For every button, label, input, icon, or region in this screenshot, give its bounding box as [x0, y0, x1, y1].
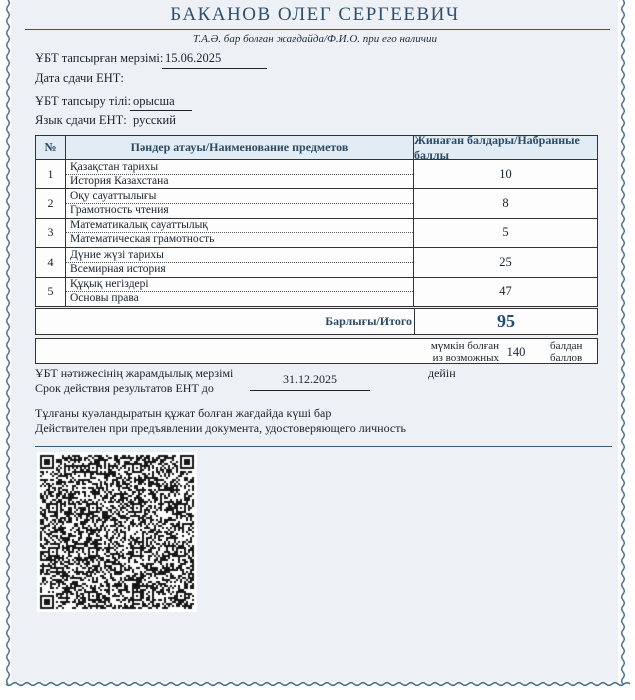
exam-language-value-ru: русский: [133, 113, 176, 127]
max-score-unit-ru: баллов: [550, 352, 583, 364]
total-label: Барлығы/Итого: [36, 309, 415, 334]
total-row: [35, 308, 598, 335]
validity-suffix-kk: дейін: [428, 366, 456, 380]
row-subject: [66, 189, 414, 217]
table-row: [36, 218, 597, 247]
holder-name: БАКАНОВ ОЛЕГ СЕРГЕЕВИЧ: [170, 4, 460, 25]
validity-label-ru: Срок действия результатов ЕНТ до: [35, 381, 214, 395]
wavy-border-left: [7, 0, 10, 684]
exam-language-value-kk: орысша: [133, 94, 175, 108]
qr-separator-line: [35, 446, 612, 447]
subject-ru: Всемирная история: [70, 262, 166, 275]
note-kk: Тұлғаны куәландыратын құжат болған жағдайда күші бар: [35, 406, 332, 420]
row-score: 25: [499, 254, 512, 269]
exam-date-label-ru: Дата сдачи ЕНТ:: [35, 71, 124, 85]
max-score-label-kk: мүмкін болған: [430, 340, 499, 352]
validity-underline: [250, 390, 370, 391]
subject-kk: Математикалық сауаттылық: [70, 219, 208, 232]
table-row: [36, 277, 597, 306]
exam-language-label-kk: ҰБТ тапсыру тілі:: [35, 94, 132, 108]
row-number: 3: [36, 219, 66, 247]
header-score: Жинаған балдары/Набранные баллы: [414, 132, 580, 162]
row-score: 10: [499, 166, 512, 181]
exam-date-value: 15.06.2025: [165, 51, 222, 65]
table-row: [36, 188, 597, 217]
max-score-row: [35, 338, 598, 364]
wavy-border-bottom: [6, 683, 630, 686]
exam-language-underline: [130, 110, 192, 111]
row-subject: [66, 248, 414, 276]
subject-kk: Дүние жүзі тарихы: [70, 248, 164, 261]
max-score-label-ru: из возможных: [432, 352, 499, 364]
subject-kk: Құқық негіздері: [70, 278, 149, 291]
max-score-unit-kk: балдан: [550, 340, 583, 352]
exam-date-underline: [162, 68, 267, 69]
row-number: 5: [36, 278, 66, 306]
table-row: [36, 159, 597, 188]
wavy-border-right: [622, 0, 625, 684]
row-number: 4: [36, 248, 66, 276]
header-number: №: [36, 136, 66, 159]
subject-ru: Основы права: [70, 292, 139, 305]
name-caption: Т.А.Ә. бар болған жағдайда/Ф.И.О. при его наличии: [193, 33, 437, 45]
exam-language-label-ru: Язык сдачи ЕНТ:: [35, 113, 127, 127]
row-score: 5: [502, 225, 509, 240]
max-score-unit: [550, 340, 582, 364]
row-score: 8: [502, 196, 509, 211]
table-header-row: [36, 132, 597, 162]
row-score: 47: [499, 284, 512, 299]
validity-date: 31.12.2025: [283, 372, 337, 386]
row-number: 1: [36, 160, 66, 188]
subject-ru: Математическая грамотность: [70, 233, 215, 246]
title-rule: [25, 29, 610, 30]
scores-table: [35, 132, 598, 307]
subject-kk: Қазақстан тарихы: [70, 160, 159, 173]
subject-ru: Грамотность чтения: [70, 204, 169, 217]
subject-ru: История Казахстана: [70, 174, 169, 187]
total-score: 95: [497, 311, 515, 331]
row-subject: [66, 278, 414, 306]
row-subject: [66, 160, 414, 188]
row-subject: [66, 219, 414, 247]
table-row: [36, 247, 597, 276]
subject-kk: Оқу сауаттылығы: [70, 190, 157, 203]
max-score-value: 140: [506, 345, 526, 359]
validity-label-kk: ҰБТ нәтижесінің жарамдылық мерзімі: [35, 366, 234, 380]
qr-code: [37, 452, 197, 612]
row-number: 2: [36, 189, 66, 217]
exam-date-label-kk: ҰБТ тапсырған мерзімі:: [35, 51, 164, 65]
note-ru: Действителен при предъявлении документа, удостоверяющего личность: [35, 421, 406, 435]
max-score-label: [341, 340, 499, 364]
header-subject: Пәндер атауы/Наименование предметов: [66, 136, 414, 159]
